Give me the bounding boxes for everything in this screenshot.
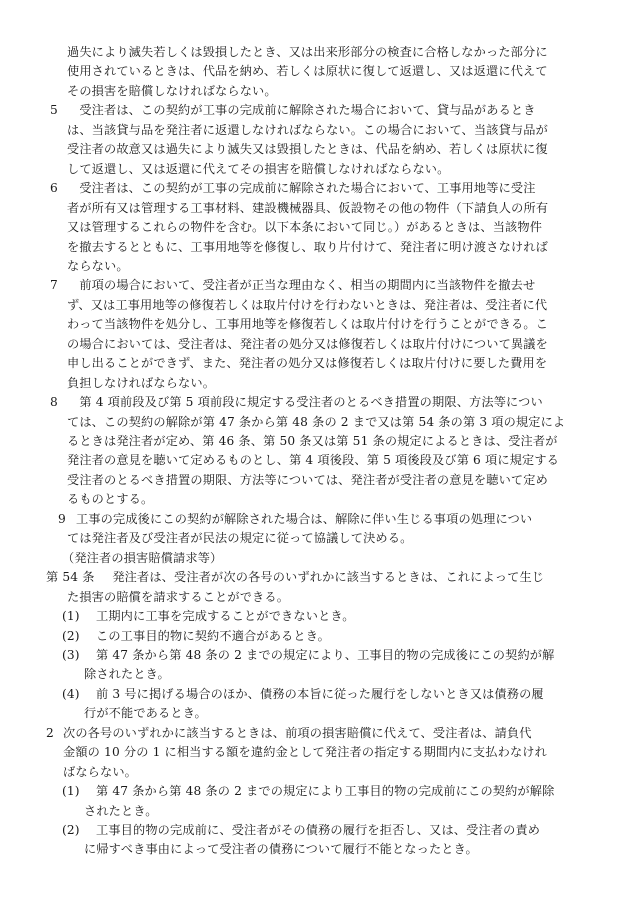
text-line [0,102,630,120]
line-text: ては、この契約の解除が第 47 条から第 48 条の 2 まで又は第 54 条の第 3 項の規定によ [67,414,566,429]
text-line [0,803,630,821]
line-text: ならない。 [67,258,129,273]
text-line [0,783,630,801]
item-number: 9 [58,511,66,526]
line-text: わって当該物件を処分し、工事用地等を修復若しくは取片付けを行うことができる。こ [67,317,549,332]
line-text: 過失により滅失若しくは毀損したとき、又は出来形部分の検査に合格しなかった部分に [67,45,548,59]
line-text: た損害の賠償を請求することができる。 [67,589,290,604]
text-line [0,141,630,159]
text-line [0,375,630,393]
line-text: 金額の 10 分の 1 に相当する額を違約金として発注者の指定する期間内に支払わなけれ [63,745,547,760]
item-number: (1) [62,784,80,799]
line-text: ては発注者及び受注者が民法の規定に従って協議して決める。 [67,531,413,546]
line-text: 工期内に工事を完成することができないとき。 [96,609,355,624]
line-text: 前項の場合において、受注者が正当な理由なく、相当の期間内に当該物件を撤去せ [67,278,536,293]
text-line [0,433,630,451]
text-line [0,608,630,626]
text-line [0,822,630,840]
line-text: その損害を賠償しなければならない。 [67,83,277,98]
text-line [0,316,630,334]
text-line [0,744,630,762]
item-number: (4) [62,686,80,701]
item-number: (1) [62,609,80,624]
line-text: 者が所有又は管理する工事材料、建設機械器具、仮設物その他の物件（下請負人の所有 [67,200,549,215]
line-text: 行が不能であるとき。 [84,706,207,721]
text-line [0,666,630,684]
line-text: して返還し、又は返還に代えてその損害を賠償しなければならない。 [67,161,450,176]
item-number: 6 [50,181,58,196]
text-line [0,414,630,432]
line-text: 使用されているときは、代品を納め、若しくは原状に復して返還し、又は返還に代えて [67,64,548,79]
text-line [0,200,630,218]
item-number: (2) [62,628,80,643]
text-line [0,764,630,782]
line-text: されたとき。 [84,803,158,818]
line-text: 又は管理するこれらの物件を含む。以下本条において同じ。）があるときは、当該物件 [67,220,543,235]
text-line [0,491,630,509]
line-text: の場合においては、受注者は、発注者の処分又は修復若しくは取片付けについて異議を [67,336,548,351]
text-line [0,219,630,237]
line-text: 除されたとき。 [84,667,170,682]
item-number: 7 [50,278,58,293]
line-text: 前 3 号に掲げる場合のほか、債務の本旨に従った履行をしないとき又は債務の履 [96,686,544,701]
text-line [0,511,630,529]
line-text: 発注者の意見を聴いて定めるものとし、第 4 項後段、第 5 項後段及び第 6 項に規定する [67,453,560,468]
text-line [0,550,630,568]
item-number: 5 [50,103,58,118]
line-text: 工事目的物の完成前に、受注者がその債務の履行を拒否し、又は、受注者の責め [96,823,541,837]
line-text: 第 47 条から第 48 条の 2 までの規定により工事目的物の完成前にこの契約が解除 [96,784,555,799]
text-line [0,258,630,276]
text-line [0,628,630,646]
line-text: 申し出ることができず、また、発注者の処分又は修復若しくは取片付けに要した費用を [67,356,548,371]
line-text: るときは発注者が定め、第 46 条、第 50 条又は第 51 条の規定によるときは、受注者が [67,434,558,448]
line-text: 次の各号のいずれかに該当するときは、前項の損害賠償に代えて、受注者は、請負代 [63,725,532,740]
line-text: るものとする。 [67,492,154,507]
text-line [0,180,630,198]
line-text: ばならない。 [63,764,138,779]
item-number: (2) [62,823,80,837]
line-text: 受注者のとるべき措置の期限、方法等については、発注者が受注者の意見を聴いて定め [67,472,548,487]
text-line [0,63,630,81]
text-line [0,44,630,62]
text-line [0,83,630,101]
item-number: 2 [46,725,54,740]
line-text: 第 4 項前段及び第 5 項前段に規定する受注者のとるべき措置の期限、方法等につい [67,395,543,410]
line-text: 受注者は、この契約が工事の完成前に解除された場合において、貸与品があるとき [67,103,536,118]
text-line [0,841,630,859]
line-text: 第 47 条から第 48 条の 2 までの規定により、工事目的物の完成後にこの契約が解 [96,647,555,662]
item-number: 8 [50,395,58,410]
text-line [0,569,630,587]
text-line [0,239,630,257]
line-text: は、当該貸与品を発注者に返還しなければならない。この場合において、当該貸与品が [67,122,548,137]
text-line [0,452,630,470]
line-text: （発注者の損害賠償請求等） [62,550,223,565]
text-line [0,336,630,354]
text-line [0,686,630,704]
item-number: 第 54 条 [46,570,95,585]
text-line [0,297,630,315]
text-line [0,277,630,295]
line-text: この工事目的物に契約不適合があるとき。 [96,628,330,643]
text-line [0,725,630,743]
line-text: 負担しなければならない。 [67,375,216,390]
text-line [0,530,630,548]
item-number: (3) [62,647,80,662]
text-line [0,355,630,373]
line-text: 受注者は、この契約が工事の完成前に解除された場合において、工事用地等に受注 [67,181,536,196]
text-line [0,647,630,665]
text-line [0,122,630,140]
line-text: ず、又は工事用地等の修復若しくは取片付けを行わないときは、発注者は、受注者に代 [67,297,548,312]
text-line [0,394,630,412]
text-line [0,472,630,490]
line-text: に帰すべき事由によって受注者の債務について履行不能となったとき。 [84,842,478,857]
line-text: 発注者は、受注者が次の各号のいずれかに該当するときは、これによって生じ [100,570,545,585]
line-text: を撤去するとともに、工事用地等を修復し、取り片付けて、発注者に明け渡さなければ [67,239,548,254]
text-line [0,161,630,179]
line-text: 工事の完成後にこの契約が解除された場合は、解除に伴い生じる事項の処理につい [76,511,533,526]
line-text: 受注者の故意又は過失により滅失又は毀損したときは、代品を納め、若しくは原状に復 [67,142,548,157]
text-line [0,589,630,607]
text-line [0,705,630,723]
